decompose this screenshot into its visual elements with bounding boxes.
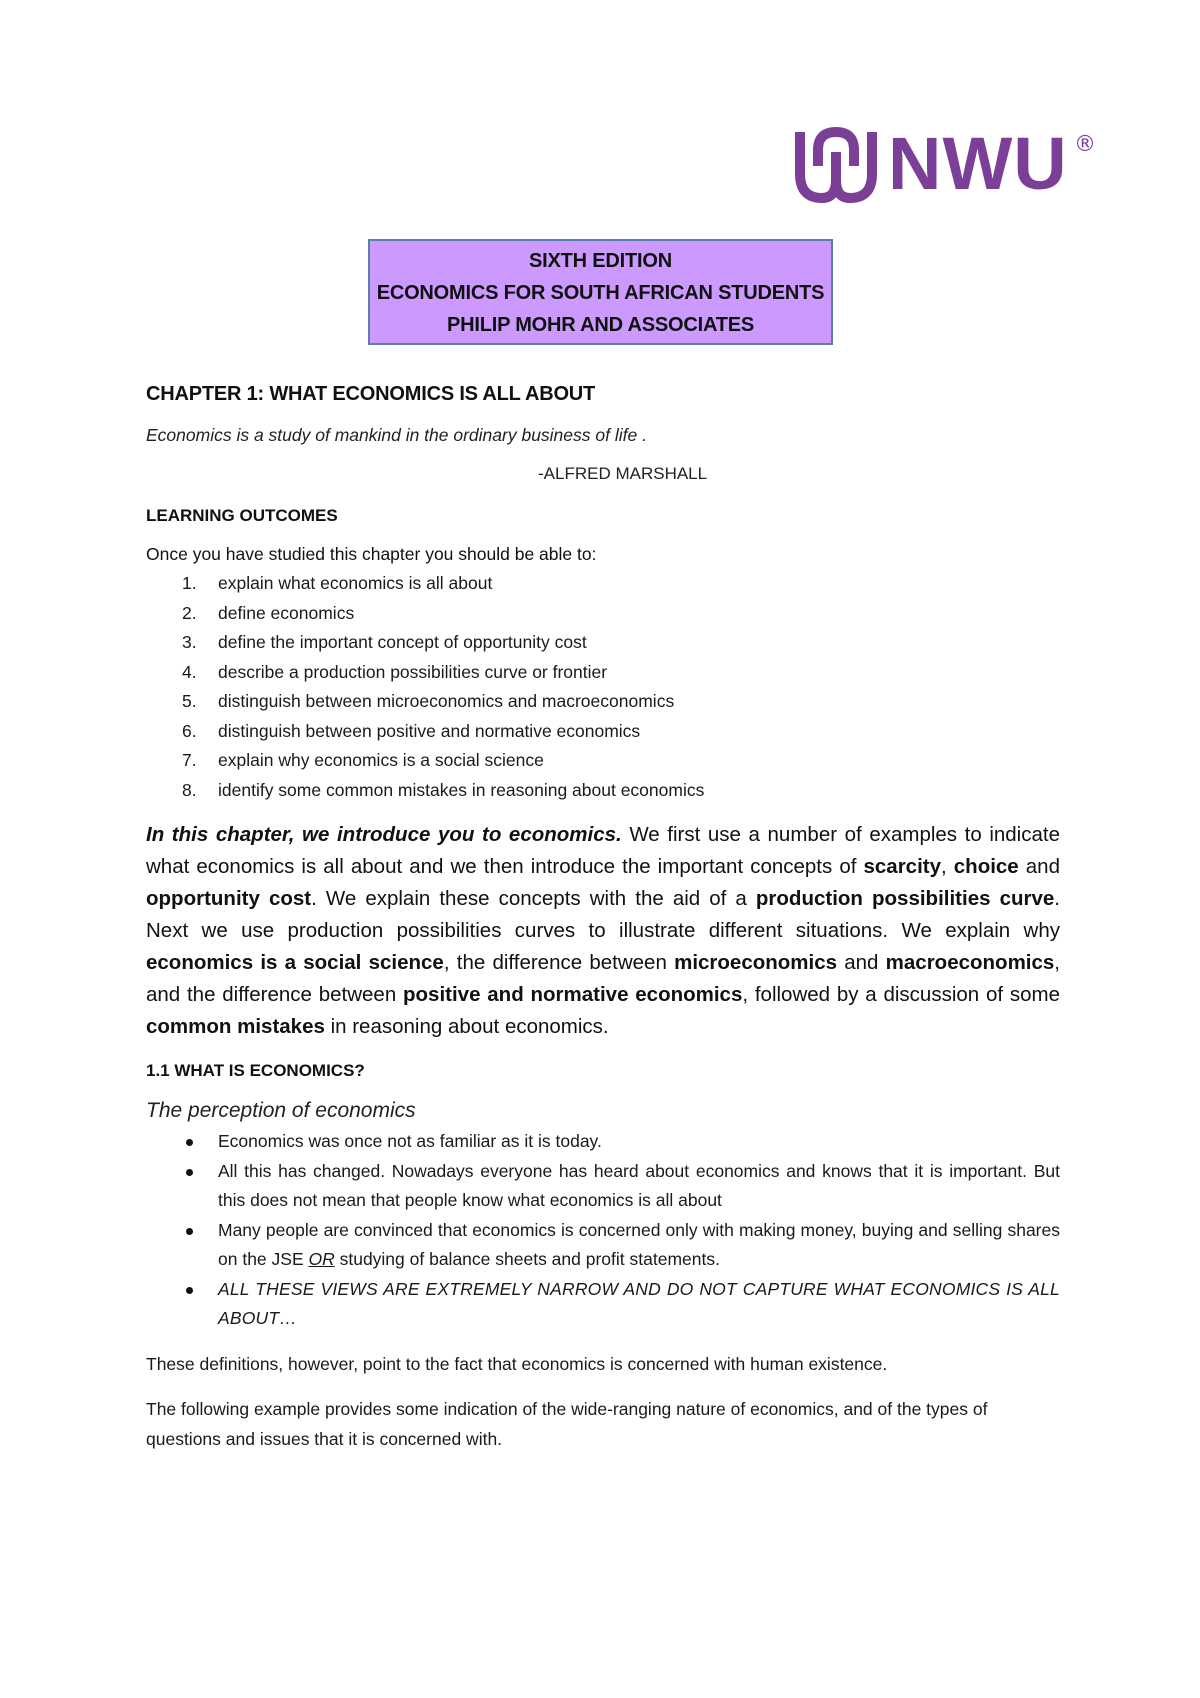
document-body [146, 383, 1060, 1470]
list-item: 1. explain what economics is all about [182, 573, 493, 593]
list-item: 6. distinguish between positive and normative economics [182, 720, 641, 741]
epigraph-author: -ALFRED MARSHALL [538, 464, 708, 483]
bullet-icon [186, 1169, 193, 1176]
nwu-logo [788, 122, 1108, 208]
list-item: 5. distinguish between microeconomics and macroeconomics [182, 691, 675, 711]
registered-mark: ® [1074, 132, 1096, 157]
body-paragraph: The following example provides some indication of the wide-ranging nature of economics, and of the types of questions and issues that it is concerned with. [146, 1399, 988, 1449]
list-item: All this has changed. Nowadays everyone has heard about economics and knows that it is important. But this does not mean that people know what economics is all about [146, 1157, 1060, 1216]
edition-line: SIXTH EDITION [529, 250, 672, 272]
list-item: Economics was once not as familiar as it is today. [146, 1127, 1060, 1157]
bullet-icon [186, 1139, 193, 1146]
body-paragraph: These definitions, however, point to the fact that economics is concerned with human existence. [146, 1353, 888, 1374]
chapter-title: CHAPTER 1: WHAT ECONOMICS IS ALL ABOUT [146, 383, 596, 405]
list-item: 3. define the important concept of opportunity cost [182, 632, 587, 652]
learning-outcomes-heading: LEARNING OUTCOMES [146, 506, 338, 525]
book-title-box [368, 239, 833, 345]
list-item: 2. define economics [182, 602, 355, 623]
bullet-icon [186, 1287, 193, 1294]
learning-outcomes-lead: Once you have studied this chapter you should be able to: [146, 544, 597, 564]
nwu-emblem-icon [788, 122, 884, 208]
book-title-line: ECONOMICS FOR SOUTH AFRICAN STUDENTS [376, 282, 825, 304]
section-heading: 1.1 WHAT IS ECONOMICS? [146, 1061, 365, 1080]
chapter-intro-paragraph: In this chapter, we introduce you to economics. We first use a number of examples to indicate what economics is all about and we then introduce the important concepts of scarcity, choice and opportunity cost. We explain these concepts with the aid of a production possibilities curve. Next we use production possibilities curves to illustrate different situations. We explain why economics is a social science, the difference between microeconomics and macroeconomics, and the difference between positive and normative economics, followed by a discussion of some common mistakes in reasoning about economics. [146, 823, 1060, 1038]
list-item: 7. explain why economics is a social science [182, 750, 544, 770]
subsection-heading: The perception of economics [146, 1099, 416, 1122]
logo-wordmark: NWU [888, 122, 1068, 205]
list-item: 8. identify some common mistakes in reasoning about economics [182, 779, 705, 800]
bullet-icon [186, 1228, 193, 1235]
perception-bullet-list [146, 1127, 1060, 1334]
list-item: Many people are convinced that economics is concerned only with making money, buying and selling shares on the JSE OR studying of balance sheets and profit statements. [146, 1216, 1060, 1275]
list-item: 4. describe a production possibilities curve or frontier [182, 661, 608, 682]
epigraph-quote: Economics is a study of mankind in the ordinary business of life . [146, 425, 647, 445]
authors-line: PHILIP MOHR AND ASSOCIATES [446, 314, 755, 336]
list-item: ALL THESE VIEWS ARE EXTREMELY NARROW AND DO NOT CAPTURE WHAT ECONOMICS IS ALL ABOUT… [146, 1275, 1060, 1334]
learning-outcomes-list [146, 569, 1060, 805]
